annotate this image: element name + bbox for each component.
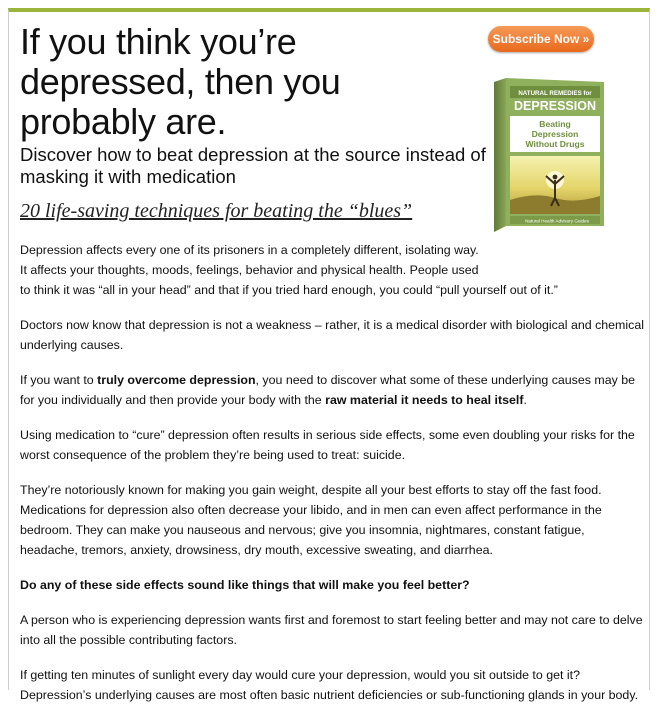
paragraph-1-line-1: Depression affects every one of its prisoners in a completely different, isolating way. It affects your thoughts, moods, feelings, behavior and physical health. People used [20, 243, 479, 277]
paragraph-3-text-a: If you want to [20, 373, 98, 387]
article-body [20, 240, 645, 720]
book-subtitle-line-2: Depression [531, 129, 579, 139]
paragraph-7: A person who is experiencing depression wants first and foremost to start feeling better and may not care to delve into all the possible contributing factors. [20, 613, 643, 647]
book-title-big: DEPRESSION [514, 99, 596, 113]
paragraph-3 [20, 370, 645, 410]
paragraph-4: Using medication to “cure” depression often results in serious side effects, some even doubling your risks for the worst consequence of the problem they’re being used to treat: suicide. [20, 428, 635, 462]
tagline-link[interactable]: 20 life-saving techniques for beating the “blues” [20, 200, 413, 222]
subscribe-button[interactable]: Subscribe Now » [488, 26, 594, 52]
subheading: Discover how to beat depression at the source instead of masking it with medication [20, 144, 486, 187]
paragraph-3-text-b: , you need to discover what some of these underlying causes may be for you individually and then provide your body with the [20, 373, 636, 407]
paragraph-1-line-2: to think it was “all in your head” and that if you tried hard enough, you could “pull yourself out of it.” [20, 283, 558, 297]
book-title-small: NATURAL REMEDIES for [518, 90, 592, 97]
paragraph-2: Doctors now know that depression is not a weakness – rather, it is a medical disorder with biological and chemical underlying causes. [20, 318, 644, 352]
book-subtitle-line-1: Beating [539, 119, 571, 129]
side-effects-question: Do any of these side effects sound like things that will make you feel better? [20, 578, 470, 592]
paragraph-3-bold-a: truly overcome depression [97, 373, 256, 387]
paragraph-5: They’re notoriously known for making you gain weight, despite all your best efforts to stay off the fast food. Medications for depression also often decrease your libido, and in men can even affect performance in the bedroom. They can make you nauseous and nervous; give you insomnia, nightmares, constant fatigue, headache, tremors, anxiety, drowsiness, dry mouth, excessive sweating, and diarrhea. [20, 483, 602, 557]
paragraph-3-bold-b: raw material it needs to heal itself [325, 393, 524, 407]
book-cover-image [486, 76, 610, 236]
paragraph-8: If getting ten minutes of sunlight every day would cure your depression, would you sit outside to get it? Depression’s underlying causes are most often basic nutrient deficiencies or sub-functioning glands in your body. [20, 668, 639, 702]
paragraph-6-bold-question [20, 575, 645, 595]
book-publisher: Natural Health Advisory Guides [525, 218, 589, 224]
book-subtitle-line-3: Without Drugs [525, 139, 585, 149]
paragraph-3-text-c: . [523, 393, 527, 407]
headline: If you think you’re depressed, then you probably are. [20, 21, 341, 142]
